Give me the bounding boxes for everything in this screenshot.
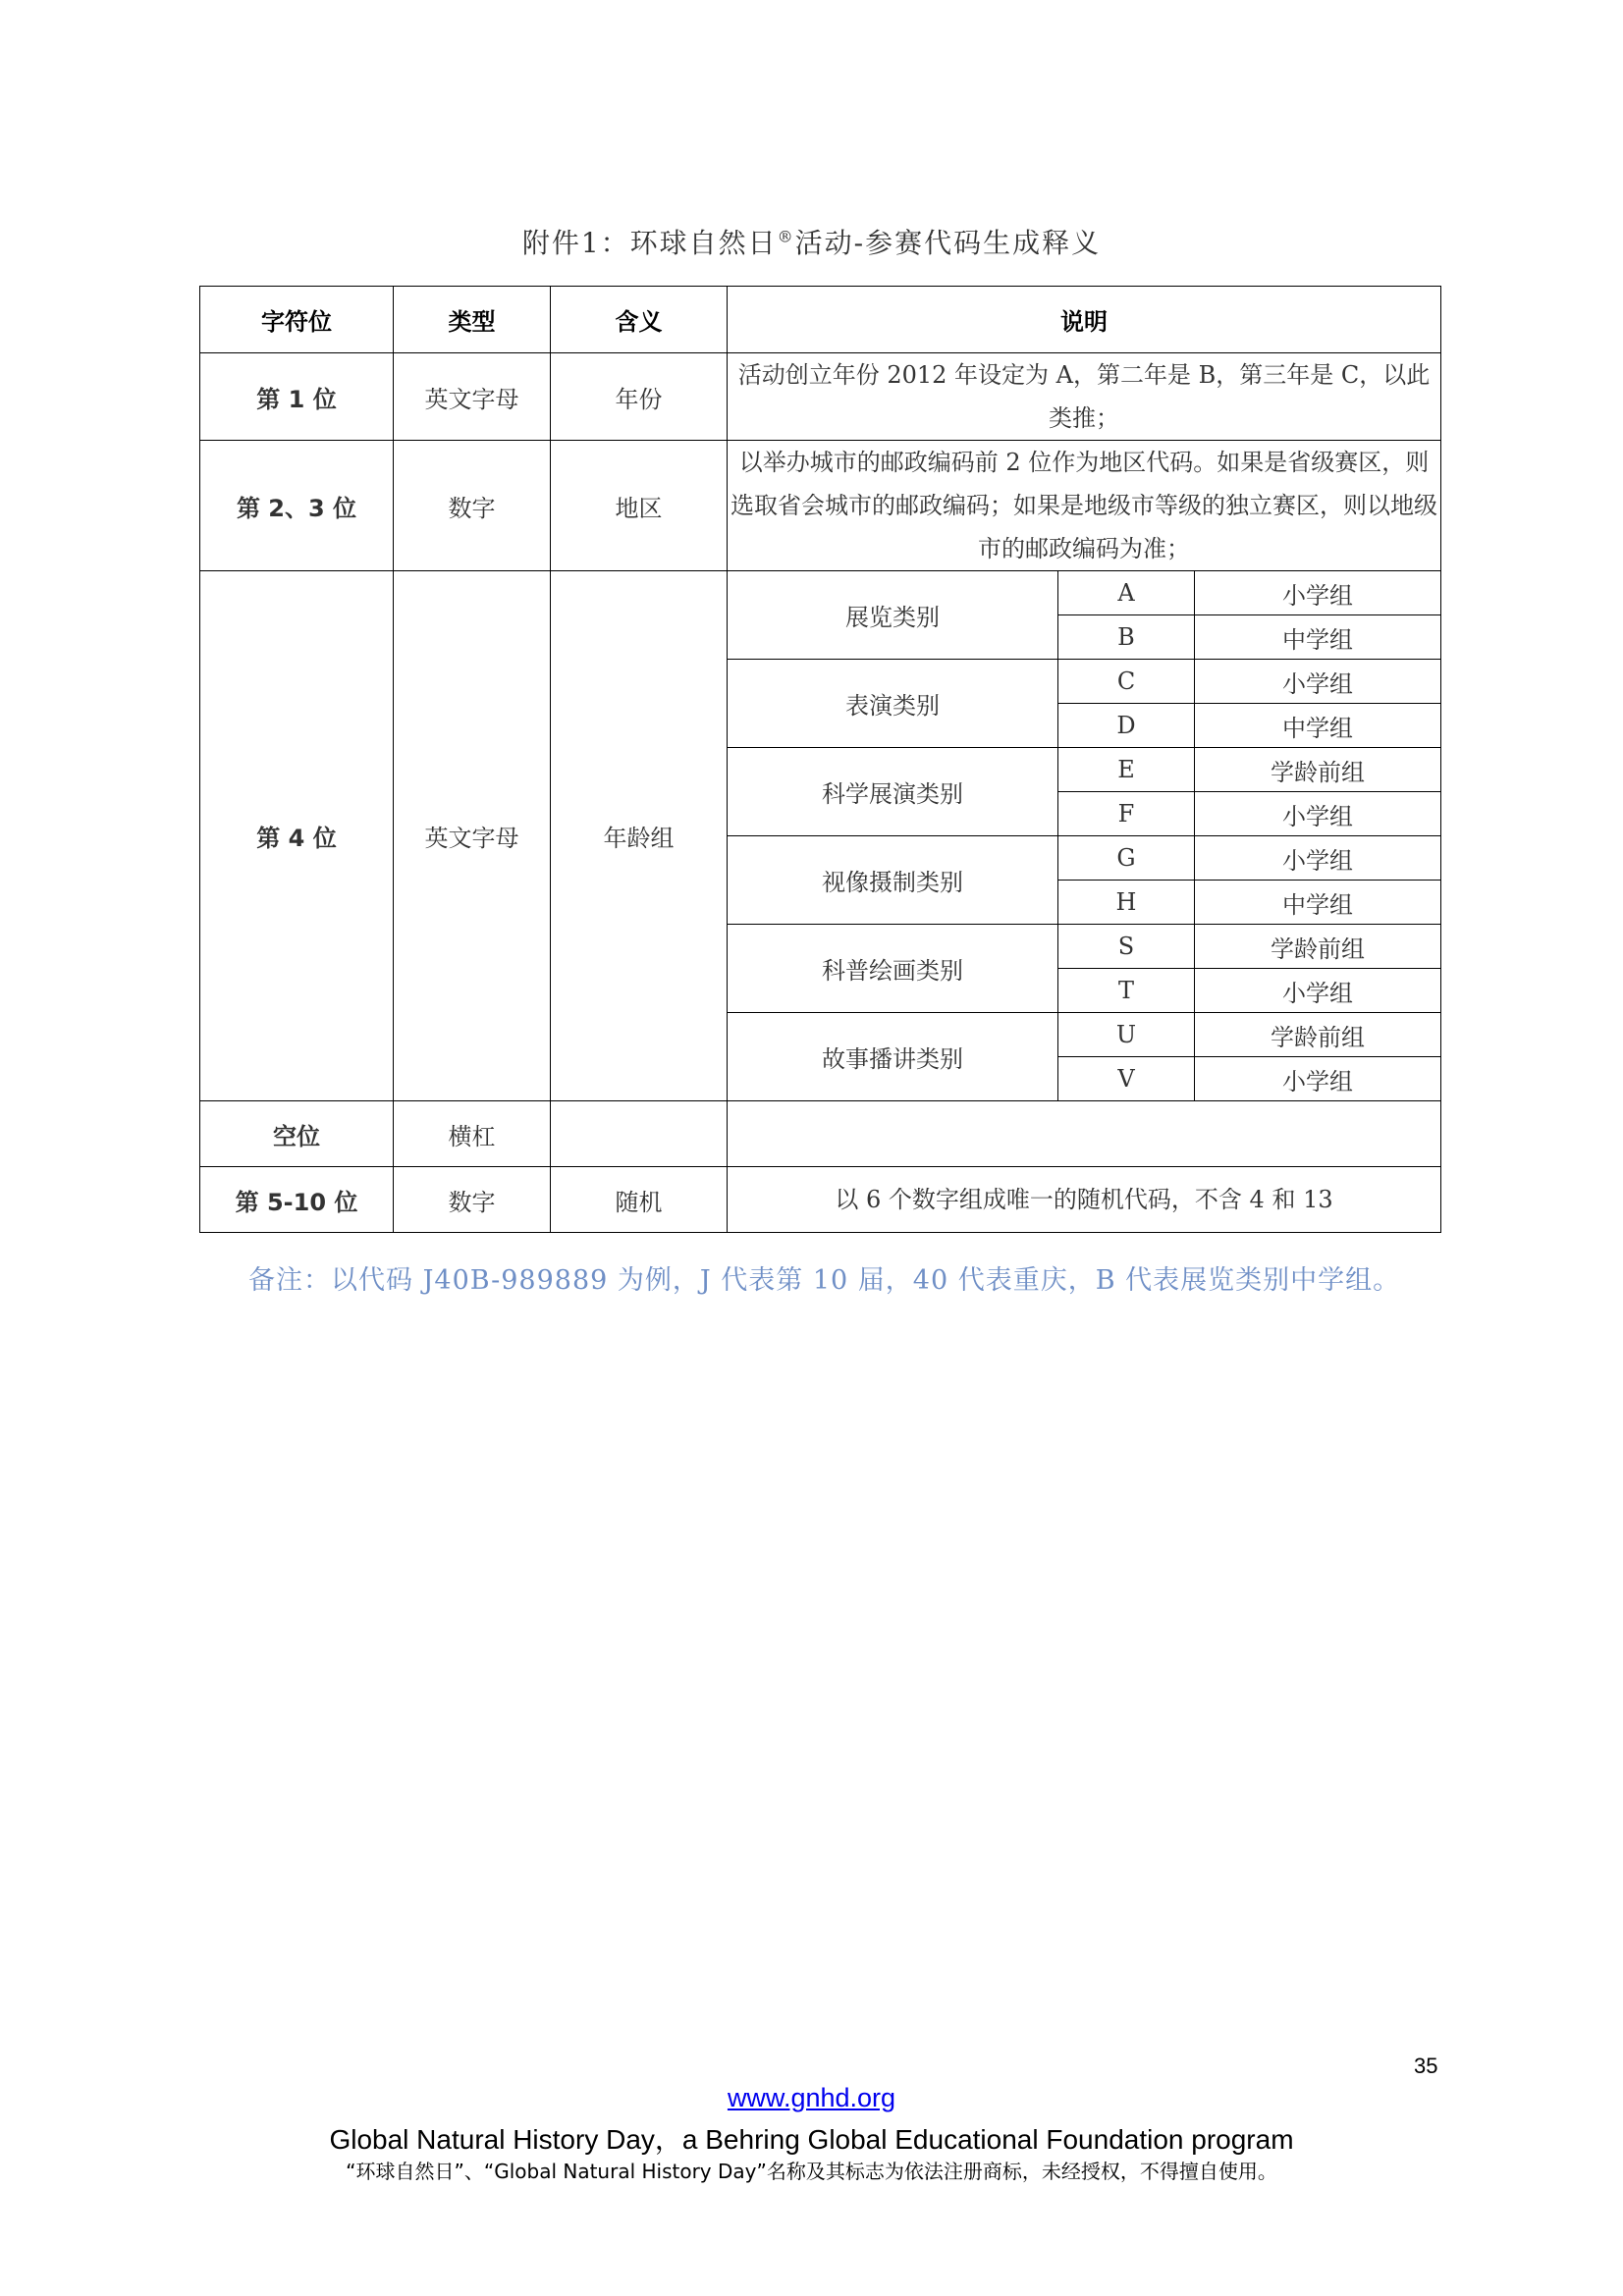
row-position: 第 5-10 位 [200, 1167, 394, 1233]
table-row [200, 1101, 1441, 1167]
category-group: 学龄前组 [1195, 1013, 1441, 1057]
row-meaning: 地区 [551, 441, 728, 571]
category-code: H [1058, 881, 1195, 925]
category-group: 中学组 [1195, 615, 1441, 660]
document-title [0, 222, 1623, 261]
row-position: 第 2、3 位 [200, 441, 394, 571]
footer-trademark-notice: “环球自然日”、“Global Natural History Day”名称及其标志为依法注册商标，未经授权，不得擅自使用。 [346, 2160, 1277, 2183]
title-prefix: 附件1：环球自然日 [521, 227, 778, 259]
row-meaning: 年龄组 [551, 571, 728, 1101]
row-meaning: 随机 [551, 1167, 728, 1233]
table-row [200, 441, 1441, 571]
page-number: 35 [1414, 2054, 1438, 2078]
table-row [200, 353, 1441, 441]
category-code: S [1058, 925, 1195, 969]
row-type: 横杠 [394, 1101, 551, 1167]
category-code: T [1058, 969, 1195, 1013]
row-position: 第 4 位 [200, 571, 394, 1101]
category-name: 展览类别 [728, 571, 1058, 660]
category-name: 视像摄制类别 [728, 836, 1058, 925]
category-code: C [1058, 660, 1195, 704]
category-group: 小学组 [1195, 1057, 1441, 1101]
row-description: 活动创立年份 2012 年设定为 A，第二年是 B，第三年是 C，以此类推； [728, 353, 1441, 441]
title-suffix: 活动-参赛代码生成释义 [794, 227, 1102, 259]
table-row [200, 571, 1441, 615]
category-group: 小学组 [1195, 792, 1441, 836]
row-description [728, 1101, 1441, 1167]
category-code: G [1058, 836, 1195, 881]
category-name: 表演类别 [728, 660, 1058, 748]
row-meaning [551, 1101, 728, 1167]
category-code: F [1058, 792, 1195, 836]
row-position: 空位 [200, 1101, 394, 1167]
category-code: E [1058, 748, 1195, 792]
registered-mark: ® [777, 227, 795, 246]
category-group: 中学组 [1195, 881, 1441, 925]
website-link[interactable]: www.gnhd.org [727, 2083, 896, 2112]
row-meaning: 年份 [551, 353, 728, 441]
category-group: 学龄前组 [1195, 748, 1441, 792]
row-position: 第 1 位 [200, 353, 394, 441]
table-row [200, 1167, 1441, 1233]
header-position: 字符位 [200, 287, 394, 353]
code-explanation-table [199, 286, 1441, 1233]
category-name: 故事播讲类别 [728, 1013, 1058, 1101]
row-description: 以 6 个数字组成唯一的随机代码，不含 4 和 13 [728, 1167, 1441, 1233]
row-description: 以举办城市的邮政编码前 2 位作为地区代码。如果是省级赛区，则选取省会城市的邮政编码；如果是地级市等级的独立赛区，则以地级市的邮政编码为准； [728, 441, 1441, 571]
row-type: 数字 [394, 1167, 551, 1233]
row-type: 数字 [394, 441, 551, 571]
category-code: A [1058, 571, 1195, 615]
footer-program-line: Global Natural History Day，a Behring Global Educational Foundation program [329, 2124, 1294, 2155]
category-group: 中学组 [1195, 704, 1441, 748]
header-type: 类型 [394, 287, 551, 353]
header-meaning: 含义 [551, 287, 728, 353]
category-code: B [1058, 615, 1195, 660]
category-name: 科学展演类别 [728, 748, 1058, 836]
row-type: 英文字母 [394, 571, 551, 1101]
category-code: D [1058, 704, 1195, 748]
category-name: 科普绘画类别 [728, 925, 1058, 1013]
header-description: 说明 [728, 287, 1441, 353]
category-group: 小学组 [1195, 571, 1441, 615]
table-header-row [200, 287, 1441, 353]
category-group: 小学组 [1195, 660, 1441, 704]
category-code: U [1058, 1013, 1195, 1057]
category-code: V [1058, 1057, 1195, 1101]
row-type: 英文字母 [394, 353, 551, 441]
category-group: 学龄前组 [1195, 925, 1441, 969]
note-text: 备注：以代码 J40B-989889 为例，J 代表第 10 届，40 代表重庆，B 代表展览类别中学组。 [248, 1265, 1401, 1296]
category-group: 小学组 [1195, 969, 1441, 1013]
category-group: 小学组 [1195, 836, 1441, 881]
